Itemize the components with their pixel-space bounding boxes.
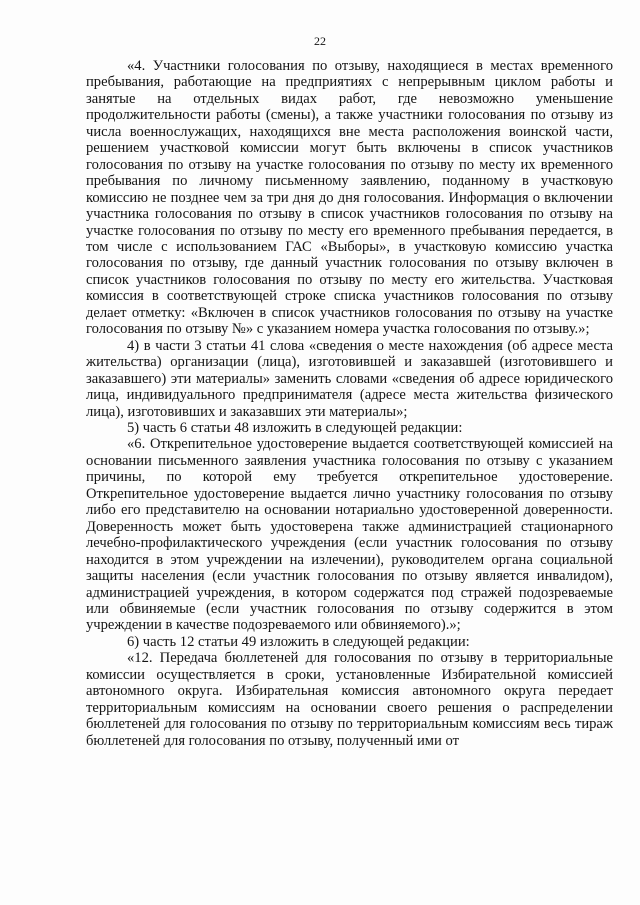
paragraph-part-12: «12. Передача бюллетеней для голосования по отзыву в территориальные комиссии осуществляется в сроки, установленные Избирательной комиссией автономного округа. Избирательная комиссия автономного округа передает территориальным комиссиям на основании своего решения о распределении бюллетеней для голосования по отзыву по территориальным комиссиям весь тираж бюллетеней для голосования по отзыву, полученный ими от	[86, 650, 613, 749]
paragraph-item-4: 4) в части 3 статьи 41 слова «сведения о месте нахождения (об адресе места жительства) организации (лица), изготовившей и заказавшей (изготовившего и заказавшего) эти материалы» заменить словами «сведения об адресе юридического лица, индивидуального предпринимателя (адресе места жительства физического лица), изготовивших и заказавших эти материалы»;	[86, 337, 613, 420]
paragraph-item-5: 5) часть 6 статьи 48 изложить в следующей редакции:	[127, 419, 463, 436]
paragraph-part-4: «4. Участники голосования по отзыву, находящиеся в местах временного пребывания, работающие на предприятиях с непрерывным циклом работы и занятые на отдельных видах работ, где невозможно уменьшение продолжительности работы (смены), а также участники голосования по отзыву из числа военнослужащих, находящихся вне места расположения воинской части, решением участковой комиссии могут быть включены в список участников голосования по отзыву на участке голосования по отзыву по месту их временного пребывания по личному письменному заявлению, поданному в участковую комиссию не позднее чем за три дня до дня голосования. Информация о включении участника голосования по отзыву в список участников голосования по отзыву на участке голосования по отзыву по месту его временного пребывания передается, в том числе с использованием ГАС «Выборы», в участковую комиссию участка голосования по отзыву, где данный участник голосования по отзыву включен в список участников голосования по отзыву по месту его жительства. Участковая комиссия в соответствующей строке списка участников голосования по отзыву делает отметку: «Включен в список участников голосования по отзыву на участке голосования по отзыву №» с указанием номера участка голосования по отзыву.»;	[86, 58, 613, 338]
paragraph-item-6: 6) часть 12 статьи 49 изложить в следующей редакции:	[127, 633, 470, 650]
paragraph-part-6: «6. Открепительное удостоверение выдается соответствующей комиссией на основании письменного заявления участника голосования по отзыву с указанием причины, по которой ему требуется открепительное удостоверение. Открепительное удостоверение выдается лично участнику голосования по отзыву либо его представителю на основании нотариально удостоверенной доверенности. Доверенность может быть удостоверена также администрацией стационарного лечебно-профилактического учреждения (если участник голосования по отзыву находится в этом учреждении на излечении), руководителем органа социальной защиты населения (если участник голосования по отзыву является инвалидом), администрацией учреждения, в котором содержатся под стражей подозреваемые или обвиняемые (если участник голосования по отзыву содержится в этом учреждении в качестве подозреваемого или обвиняемого).»;	[86, 436, 613, 634]
page-number: 22	[314, 34, 326, 48]
document-body	[86, 58, 613, 749]
